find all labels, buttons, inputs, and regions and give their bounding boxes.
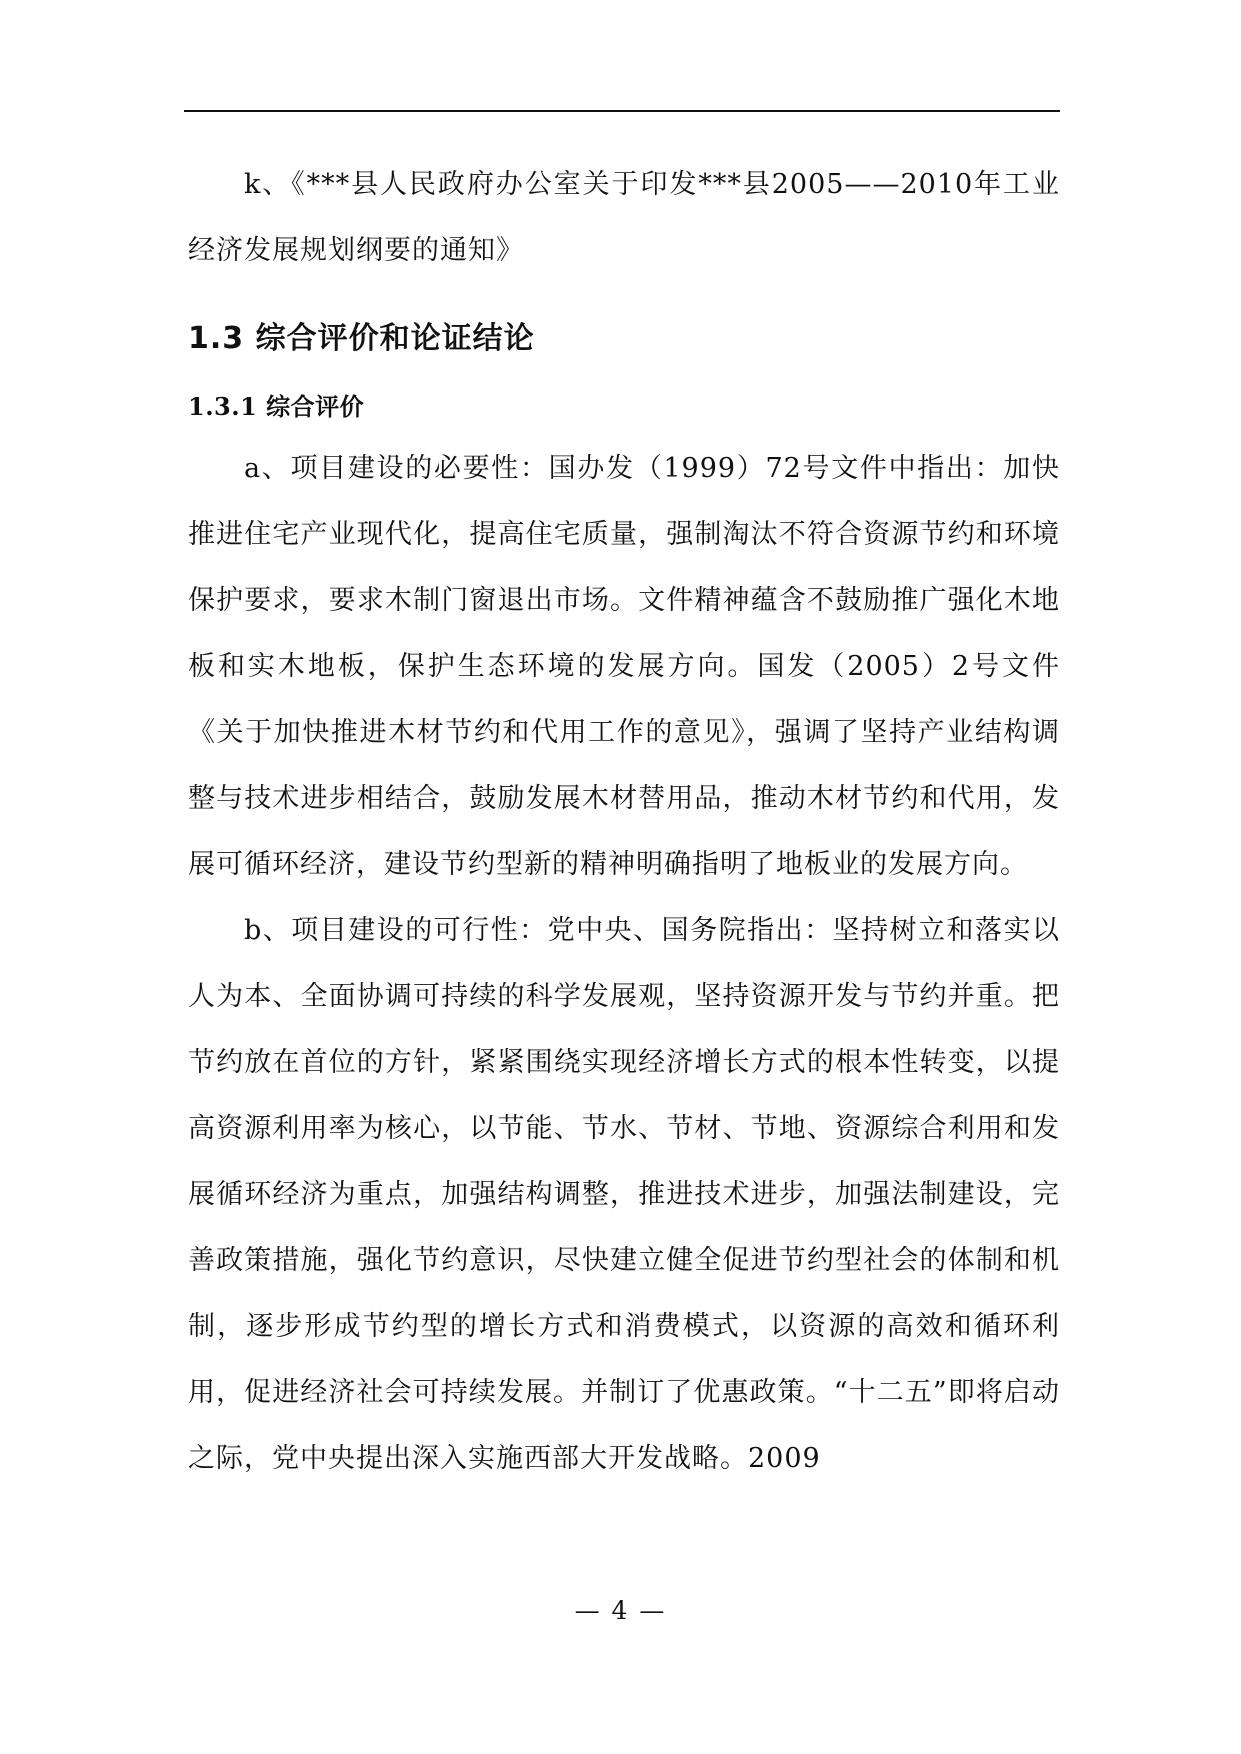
section-heading: 1.3 综合评价和论证结论 — [188, 321, 535, 356]
header-rule — [184, 110, 1060, 112]
paragraph-b-feasibility: b、项目建设的可行性：党中央、国务院指出：坚持树立和落实以人为本、全面协调可持续的科学发展观，坚持资源开发与节约并重。把节约放在首位的方针，紧紧围绕实现经济增长方式的根本性转变，以提高资源利用率为核心，以节能、节水、节材、节地、资源综合利用和发展循环经济为重点，加强结构调整，推进技术进步，加强法制建设，完善政策措施，强化节约意识，尽快建立健全促进节约型社会的体制和机制，逐步形成节约型的增长方式和消费模式，以资源的高效和循环利用，促进经济社会可持续发展。并制订了优惠政策。“十二五”即将启动之际，党中央提出深入实施西部大开发战略。2009 — [188, 915, 1060, 1474]
subsection-heading: 1.3.1 综合评价 — [188, 392, 365, 421]
paragraph-k: k、《***县人民政府办公室关于印发***县2005——2010年工业经济发展规划纲要的通知》 — [188, 169, 1060, 266]
page-number: — 4 — — [574, 1596, 667, 1625]
page-content — [188, 152, 1060, 1492]
paragraph-a-necessity: a、项目建设的必要性：国办发（1999）72号文件中指出：加快推进住宅产业现代化，提高住宅质量，强制淘汰不符合资源节约和环境保护要求，要求木制门窗退出市场。文件精神蕴含不鼓励推广强化木地板和实木地板，保护生态环境的发展方向。国发（2005）2号文件《关于加快推进木材节约和代用工作的意见》，强调了坚持产业结构调整与技术进步相结合，鼓励发展木材替用品，推动木材节约和代用，发展可循环经济，建设节约型新的精神明确指明了地板业的发展方向。 — [188, 453, 1060, 880]
